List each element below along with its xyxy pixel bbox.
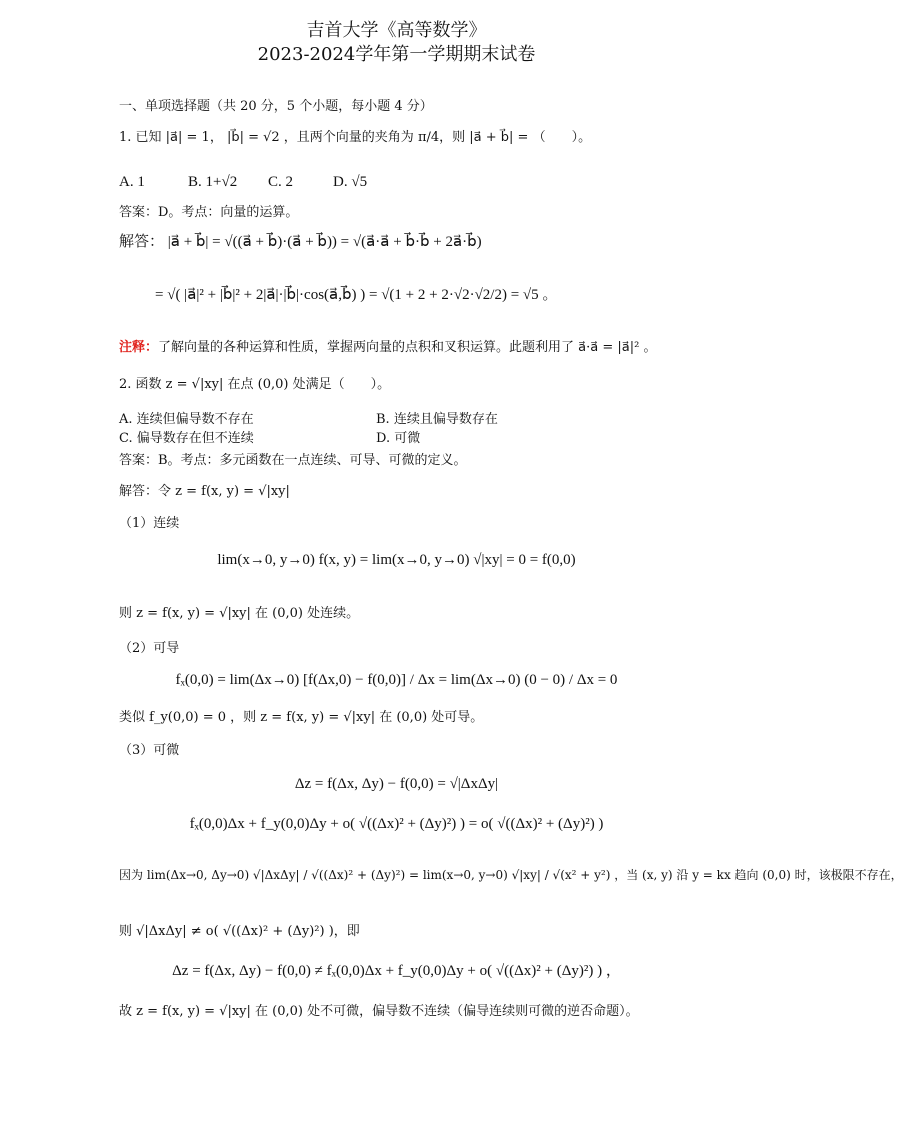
q2-conclusion: 故 z = f(x, y) = √|xy| 在 (0,0) 处不可微，偏导数不连续（偏导连续则可微的逆否命题）。 — [119, 1004, 639, 1019]
q2-option-a: A. 连续但偏导数不存在 — [119, 412, 254, 427]
part-3-heading: （3）可微 — [119, 743, 180, 758]
q2-stem: 2. 函数 z = √|xy| 在点 (0,0) 处满足（ ）。 — [119, 377, 391, 392]
q1-stem: 1. 已知 |a⃗| = 1， |b⃗| = √2 ，且两个向量的夹角为 π/4，则 |a⃗ + b⃗| = （ ）。 — [119, 130, 592, 145]
q1-option-c: C. 2 — [268, 174, 294, 190]
part-1-heading: （1）连续 — [119, 516, 180, 531]
part-1-equation: lim(x→0, y→0) f(x, y) = lim(x→0, y→0) √|xy| = 0 = f(0,0) — [217, 552, 576, 568]
note-text: 了解向量的各种运算和性质，掌握两向量的点积和叉积运算。此题利用了 a⃗·a⃗ = |a⃗|² 。 — [158, 340, 657, 355]
part-2-equation: fₓ(0,0) = lim(Δx→0) [f(Δx,0) − f(0,0)] / Δx = lim(Δx→0) (0 − 0) / Δx = 0 — [175, 672, 618, 688]
q2-solution: 解答：令 z = f(x, y) = √|xy| — [119, 484, 290, 499]
q1-solution-line-1: 解答： |a⃗ + b⃗| = √((a⃗ + b⃗)·(a⃗ + b⃗)) = √(a⃗·a⃗ + b⃗·b⃗ + 2a⃗·b⃗) — [119, 234, 482, 250]
title-line-2: 2023-2024学年第一学期期末试卷 — [257, 44, 536, 65]
section-heading: 一、单项选择题（共 20 分，5 个小题，每小题 4 分） — [119, 99, 433, 114]
q2-option-c: C. 偏导数存在但不连续 — [119, 431, 254, 446]
title-line-1: 吉首大学《高等数学》 — [306, 20, 487, 41]
q2-option-d: D. 可微 — [376, 431, 421, 446]
part-2-heading: （2）可导 — [119, 641, 180, 656]
q2-option-b: B. 连续且偏导数存在 — [376, 412, 498, 427]
q1-note — [119, 340, 656, 356]
part-3-equation-2: fₓ(0,0)Δx + f_y(0,0)Δy + o( √((Δx)² + (Δy)²) ) = o( √((Δx)² + (Δy)²) ) — [189, 816, 604, 832]
q1-option-b: B. 1+√2 — [188, 174, 238, 190]
part-1-conclusion: 则 z = f(x, y) = √|xy| 在 (0,0) 处连续。 — [119, 606, 360, 621]
part-2-conclusion: 类似 f_y(0,0) = 0 ，则 z = f(x, y) = √|xy| 在 (0,0) 处可导。 — [119, 710, 484, 725]
q2-answer: 答案：B。考点：多元函数在一点连续、可导、可微的定义。 — [119, 453, 467, 468]
q1-option-d: D. √5 — [333, 174, 368, 190]
q1-solution-line-2: = √( |a⃗|² + |b⃗|² + 2|a⃗|·|b⃗|·cos(a⃗,b⃗) ) = √(1 + 2 + 2·√2·√2/2) = √5 。 — [155, 287, 558, 303]
part-3-because: 因为 lim(Δx→0, Δy→0) √|ΔxΔy| / √((Δx)² + (Δy)²) = lim(x→0, y→0) √|xy| / √(x² + y²) ，当 (x, y) 沿 y = kx 趋向 (0,0) 时，该极限不存在， — [119, 868, 903, 882]
part-3-then: 则 √|ΔxΔy| ≠ o( √((Δx)² + (Δy)²) )，即 — [119, 924, 360, 939]
part-3-equation-1: Δz = f(Δx, Δy) − f(0,0) = √|ΔxΔy| — [294, 776, 499, 792]
note-label: 注释： — [119, 340, 159, 355]
part-3-equation-3: Δz = f(Δx, Δy) − f(0,0) ≠ fₓ(0,0)Δx + f_y(0,0)Δy + o( √((Δx)² + (Δy)²) ) ， — [172, 963, 621, 979]
q1-option-a: A. 1 — [119, 174, 145, 190]
q1-answer: 答案：D。考点：向量的运算。 — [119, 205, 299, 220]
